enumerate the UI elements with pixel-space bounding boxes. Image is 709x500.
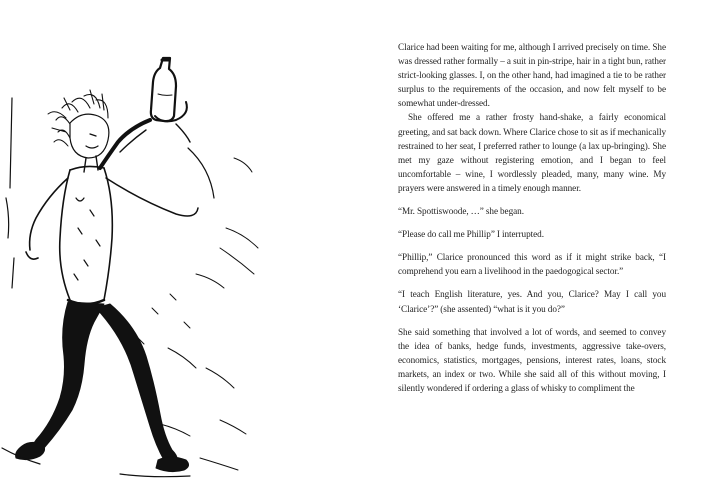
story-text-column [398, 40, 666, 395]
dancing-man-drawing [0, 38, 300, 488]
paragraph-banking: She said something that involved a lot of words, and seemed to convey the idea of banks, hedge funds, investments, aggressive take-overs, economics, statistics, mortgages, pensions, interest rates, loans, stock markets, an index or two. While she said all of this without moving, I silently wondered if ordering a glass of whisky to compliment the [398, 326, 666, 393]
paragraph-handshake: She offered me a rather frosty hand-shake, a fairly economical greeting, and sat back down. Where Clarice chose to sit as if mechanically restrained to her seat, I preferred rather to lounge (a lax up-bringing). She met my gaze without registering emotion, and I began to feel uncomfortable – wine, I wordlessly pleaded, many, many wine. My prayers were answered in a timely enough manner. [398, 112, 666, 193]
paragraph-dialogue-began: “Mr. Spottiswoode, …” she began. [398, 206, 524, 217]
ink-illustration [0, 38, 300, 488]
paragraph-dialogue-phillip: “Phillip,” Clarice pronounced this word as if it might strike back, “I comprehend you earn a livelihood in the paedogogical sector.” [398, 252, 666, 277]
paragraph-dialogue-interrupt: “Please do call me Phillip” I interrupted. [398, 229, 544, 240]
paragraph-arrival: Clarice had been waiting for me, although I arrived precisely on time. She was dressed rather formally – a suit in pin-stripe, hair in a tight bun, rather strict-looking glasses. I, on the other hand, had imagined a tie to be rather surplus to the requirements of the occasion, and now felt myself to be somewhat under-dressed. [398, 42, 666, 109]
paragraph-dialogue-teach: “I teach English literature, yes. And you, Clarice? May I call you ‘Clarice’?” (she assented) “what is it you do?” [398, 289, 666, 314]
